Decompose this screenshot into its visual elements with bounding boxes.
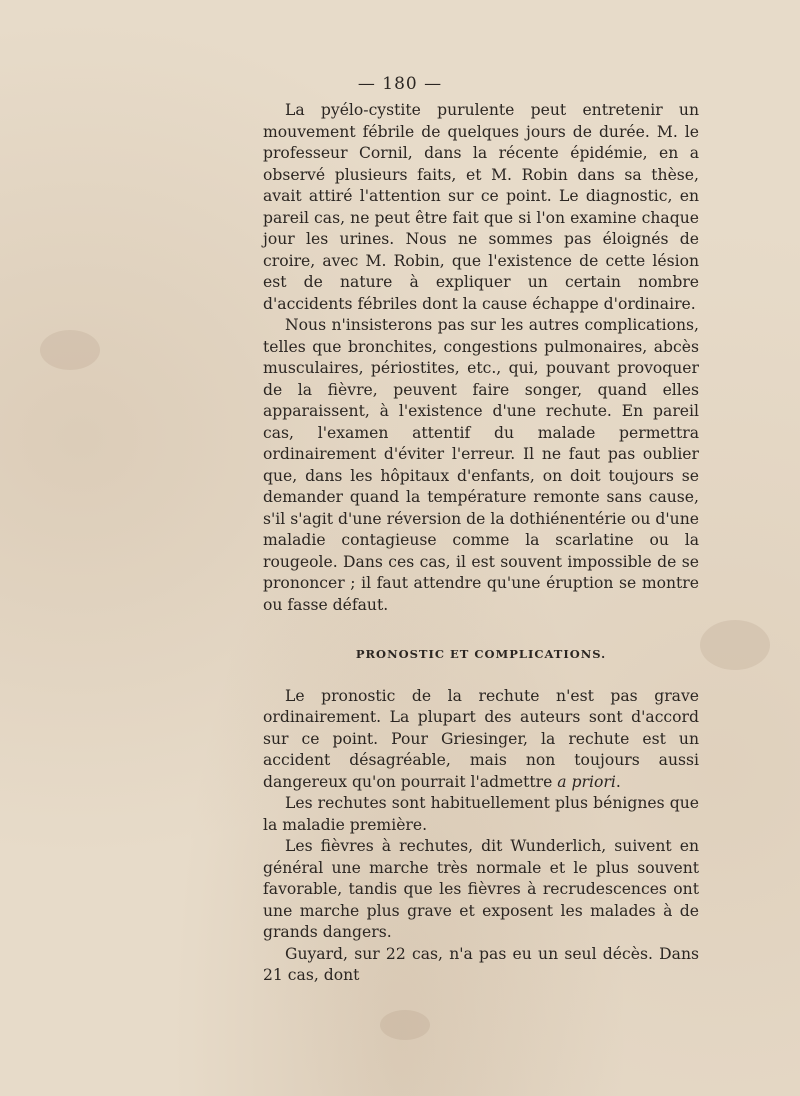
paragraph: Les fièvres à rechutes, dit Wunderlich, suivent en général une marche très normale et le plus souvent favorable, tandis que les fièvres à recrudescences ont une marche plus grave et exposent les malades à de grands dangers. xyxy=(263,837,699,941)
paper-stain xyxy=(380,1010,430,1040)
paragraph-text: Le pronostic de la rechute n'est pas grave ordinairement. La plupart des auteurs sont d'accord sur ce point. Pour Griesinger, la rechute est un accident désagréable, mais non toujours aussi dangereux qu'on pourrait l'admettre xyxy=(263,686,699,791)
page-number: — 180 — xyxy=(357,74,443,94)
body-text xyxy=(263,100,699,987)
paragraph: Guyard, sur 22 cas, n'a pas eu un seul décès. Dans 21 cas, dont xyxy=(263,944,699,984)
paragraph xyxy=(263,686,699,794)
paper-stain xyxy=(700,620,770,670)
italic-phrase: a priori xyxy=(557,772,616,791)
paragraph-end: . xyxy=(615,772,621,791)
paragraph: Nous n'insisterons pas sur les autres complications, telles que bronchites, congestions pulmonaires, abcès musculaires, périostites, etc., qui, pouvant provoquer de la fièvre, peuvent faire songer, quand elles apparaissent, à l'existence d'une rechute. En pareil cas, l'examen attentif du malade permettra ordinairement d'éviter l'erreur. Il ne faut pas oublier que, dans les hôpitaux d'enfants, on doit toujours se demander quand la température remonte sans cause, s'il s'agit d'une réversion de la dothiénentérie ou d'une maladie contagieuse comme la scarlatine ou la rougeole. Dans ces cas, il est souvent impossible de se prononcer ; il faut attendre qu'une éruption se montre ou fasse défaut. xyxy=(263,316,699,614)
paragraph: La pyélo-cystite purulente peut entretenir un mouvement fébrile de quelques jours de durée. M. le professeur Cornil, dans la récente épidémie, en a observé plusieurs faits, et M. Robin dans sa thèse, avait attiré l'attention sur ce point. Le diagnostic, en pareil cas, ne peut être fait que si l'on examine chaque jour les urines. Nous ne sommes pas éloignés de croire, avec M. Robin, que l'existence de cette lésion est de nature à expliquer un certain nombre d'accidents fébriles dont la cause échappe d'ordinaire. xyxy=(263,101,699,313)
paper-stain xyxy=(40,330,100,370)
section-heading: PRONOSTIC ET COMPLICATIONS. xyxy=(355,647,607,661)
paragraph: Les rechutes sont habituellement plus bénignes que la maladie première. xyxy=(263,794,699,834)
